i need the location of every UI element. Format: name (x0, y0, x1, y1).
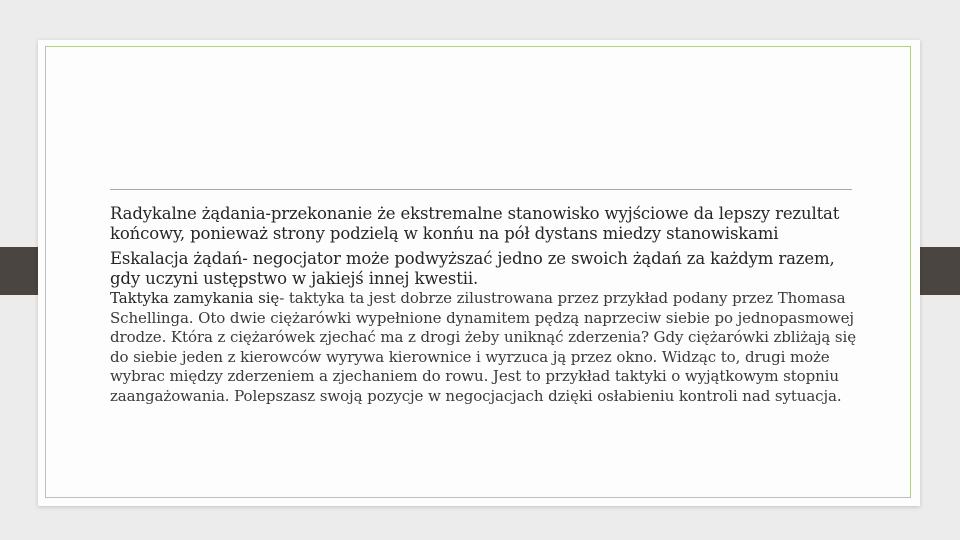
paragraph-lock-in-tactic (110, 289, 862, 406)
title-divider (110, 189, 852, 190)
paragraph-radical-demands: Radykalne żądania-przekonanie że ekstremalne stanowisko wyjściowe da lepszy rezultat końcowy, ponieważ strony podzielą w konńu na pół dystans miedzy stanowiskami (110, 204, 840, 243)
text-body (110, 204, 862, 406)
paragraph-lead-term: Taktyka zamykania się (110, 289, 280, 307)
paragraph-body-text: - taktyka ta jest dobrze zilustrowana przez przykład podany przez Thomasa Schellinga. Oto dwie ciężarówki wypełnione dynamitem pędzą naprzeciw siebie po jednopasmowej drodze. Która z ciężarówek zjechać ma z drogi żeby uniknąć zderzenia? Gdy ciężarówki zbliżają się do siebie jeden z kierowców wyrywa kierownice i wyrzuca ją przez okno. Widząc to, drugi może wybrac między zderzeniem a zjechaniem do rowu. Jest to przykład taktyki o wyjątkowym stopniu zaangażowania. Polepszasz swoją pozycje w negocjacjach dzięki osłabieniu kontroli nad sytuacja. (110, 289, 856, 405)
paragraph-escalation: Eskalacja żądań- negocjator może podwyższać jedno ze swoich żądań za każdym razem, gdy uczyni ustępstwo w jakiejś innej kwestii. (110, 249, 835, 288)
